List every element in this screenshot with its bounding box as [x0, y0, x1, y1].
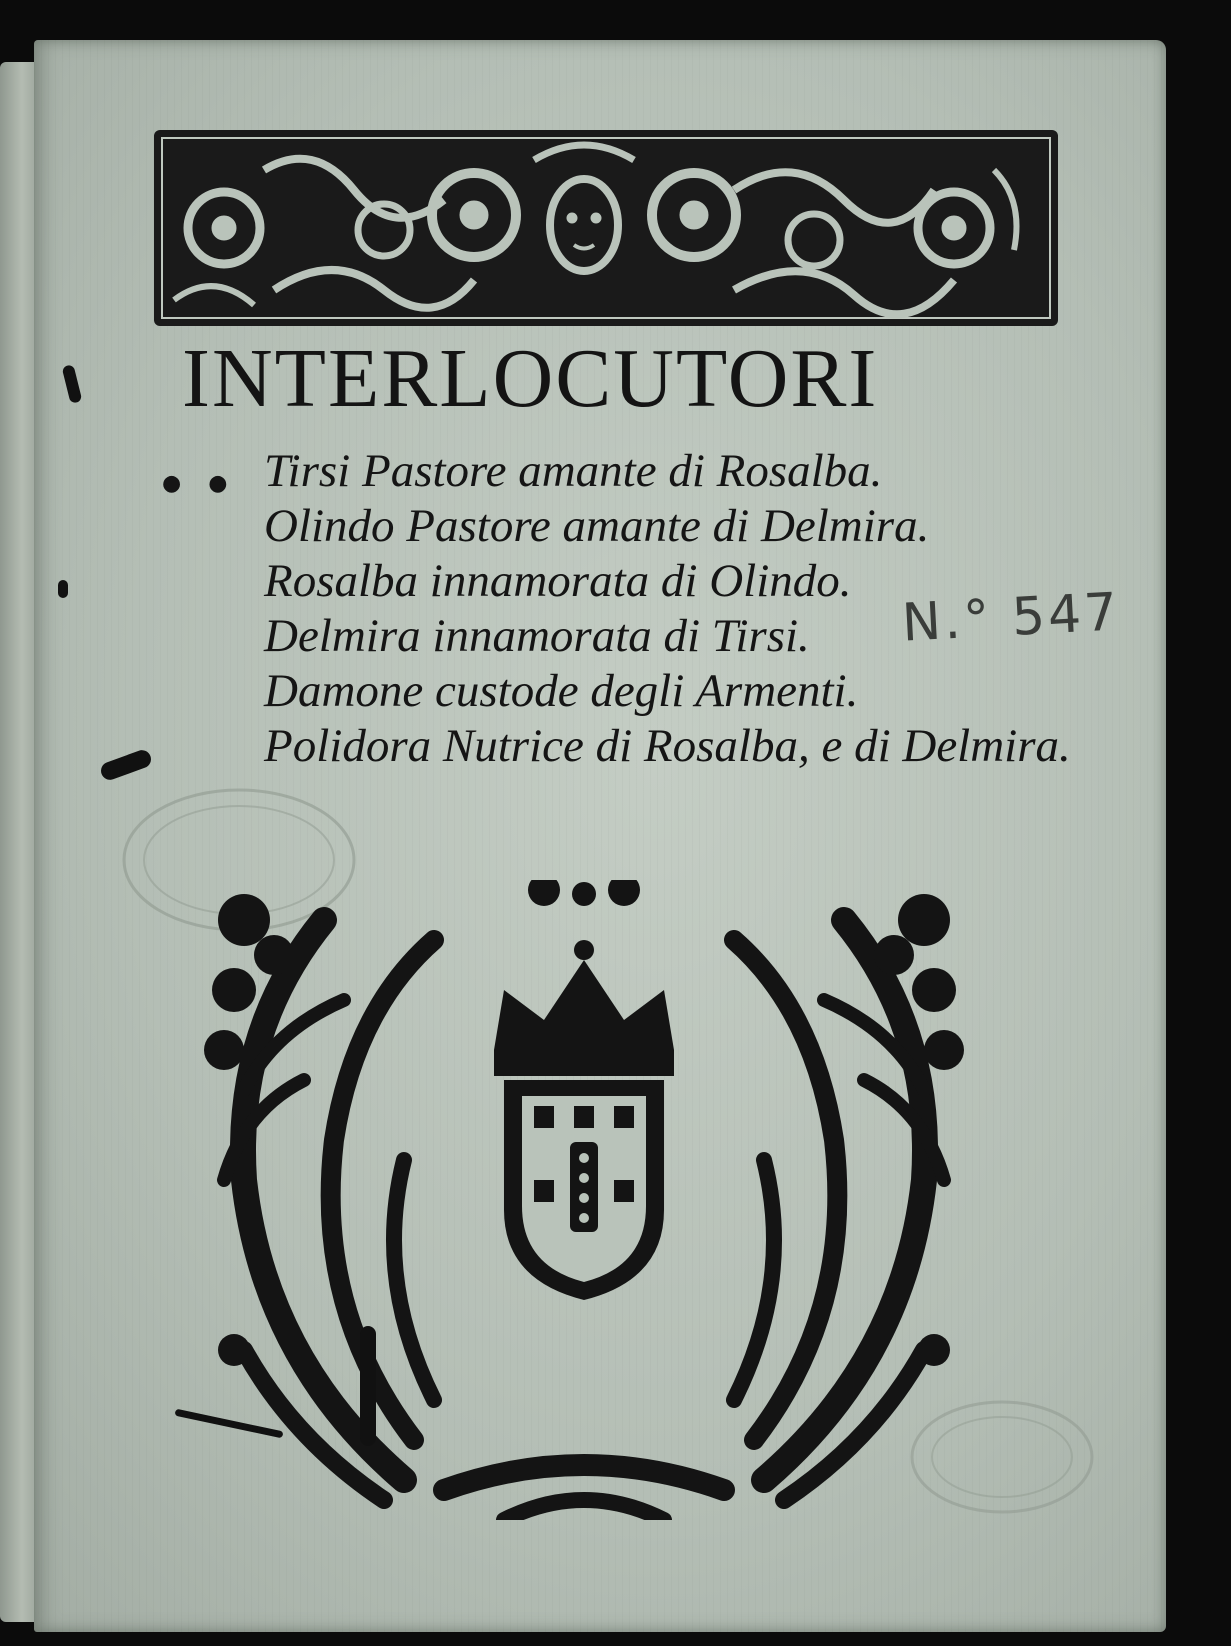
- woodcut-headpiece: [154, 130, 1058, 326]
- character-tirsi: Tirsi Pastore amante di Rosalba.: [264, 445, 883, 497]
- margin-dots: ● ●: [162, 471, 238, 496]
- ink-mark: [58, 580, 68, 598]
- character-rosalba: Rosalba innamorata di Olindo.: [264, 555, 852, 607]
- character-damone: Damone custode degli Armenti.: [264, 665, 859, 717]
- character-polidora: Polidora Nutrice di Rosalba, e di Delmira.: [264, 720, 1071, 772]
- document-page: [34, 40, 1166, 1632]
- coat-of-arms-woodcut: [204, 880, 964, 1520]
- ink-mark: [62, 364, 83, 404]
- ink-mark: [360, 1326, 376, 1446]
- character-olindo: Olindo Pastore amante di Delmira.: [264, 500, 930, 552]
- page-title: INTERLOCUTORI: [182, 332, 879, 425]
- handwritten-shelfmark: N.° 547: [900, 582, 1122, 654]
- ink-mark: [98, 748, 153, 783]
- character-delmira: Delmira innamorata di Tirsi.: [264, 610, 810, 662]
